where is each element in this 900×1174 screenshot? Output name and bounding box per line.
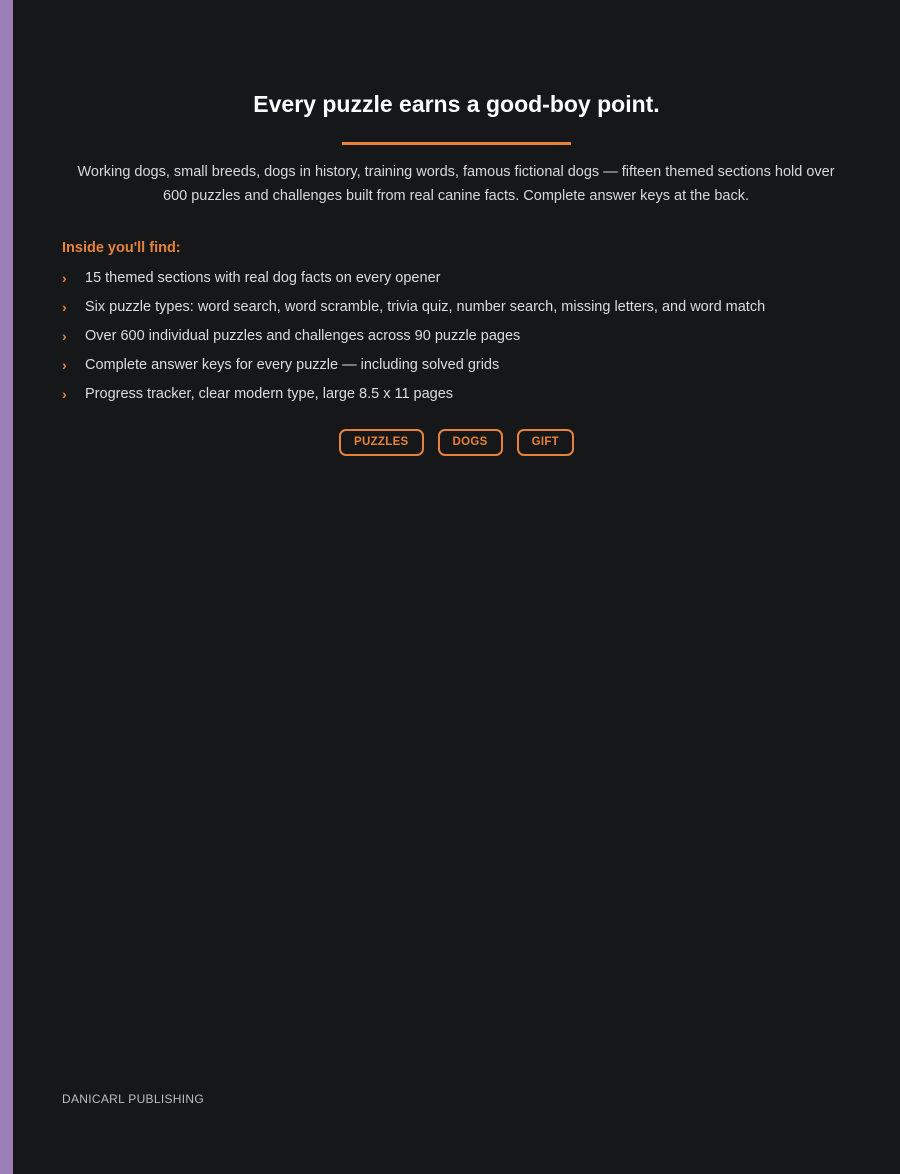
feature-item: [62, 353, 862, 382]
feature-text: 15 themed sections with real dog facts on every opener: [85, 270, 441, 286]
feature-item: [62, 324, 862, 353]
headline-underline: [342, 142, 571, 145]
chevron-right-icon: ›: [62, 270, 67, 286]
feature-text: Complete answer keys for every puzzle — including solved grids: [85, 357, 500, 373]
feature-text: Progress tracker, clear modern type, large 8.5 x 11 pages: [85, 386, 454, 402]
tag-gift: GIFT: [517, 429, 574, 456]
intro-paragraph: Working dogs, small breeds, dogs in history, training words, famous fictional dogs — fifteen themed sections hold over 600 puzzles and challenges built from real canine facts. Complete answer keys at the back.: [77, 164, 835, 204]
chevron-right-icon: ›: [62, 386, 67, 402]
chevron-right-icon: ›: [62, 299, 67, 315]
feature-text: Over 600 individual puzzles and challenges across 90 puzzle pages: [85, 328, 521, 344]
tag-puzzles: PUZZLES: [339, 429, 424, 456]
chevron-right-icon: ›: [62, 328, 67, 344]
page-headline: Every puzzle earns a good-boy point.: [253, 91, 660, 117]
feature-list: [62, 266, 862, 411]
chevron-right-icon: ›: [62, 357, 67, 373]
feature-item: [62, 295, 862, 324]
feature-item: [62, 266, 862, 295]
tag-dogs: DOGS: [438, 429, 503, 456]
left-accent-bar: [0, 0, 13, 1174]
publisher-name: DANICARL PUBLISHING: [62, 1092, 204, 1106]
feature-item: [62, 382, 862, 411]
feature-text: Six puzzle types: word search, word scramble, trivia quiz, number search, missing letters, and word match: [85, 299, 766, 315]
tag-row: [13, 429, 900, 456]
features-heading: Inside you'll find:: [62, 240, 181, 256]
